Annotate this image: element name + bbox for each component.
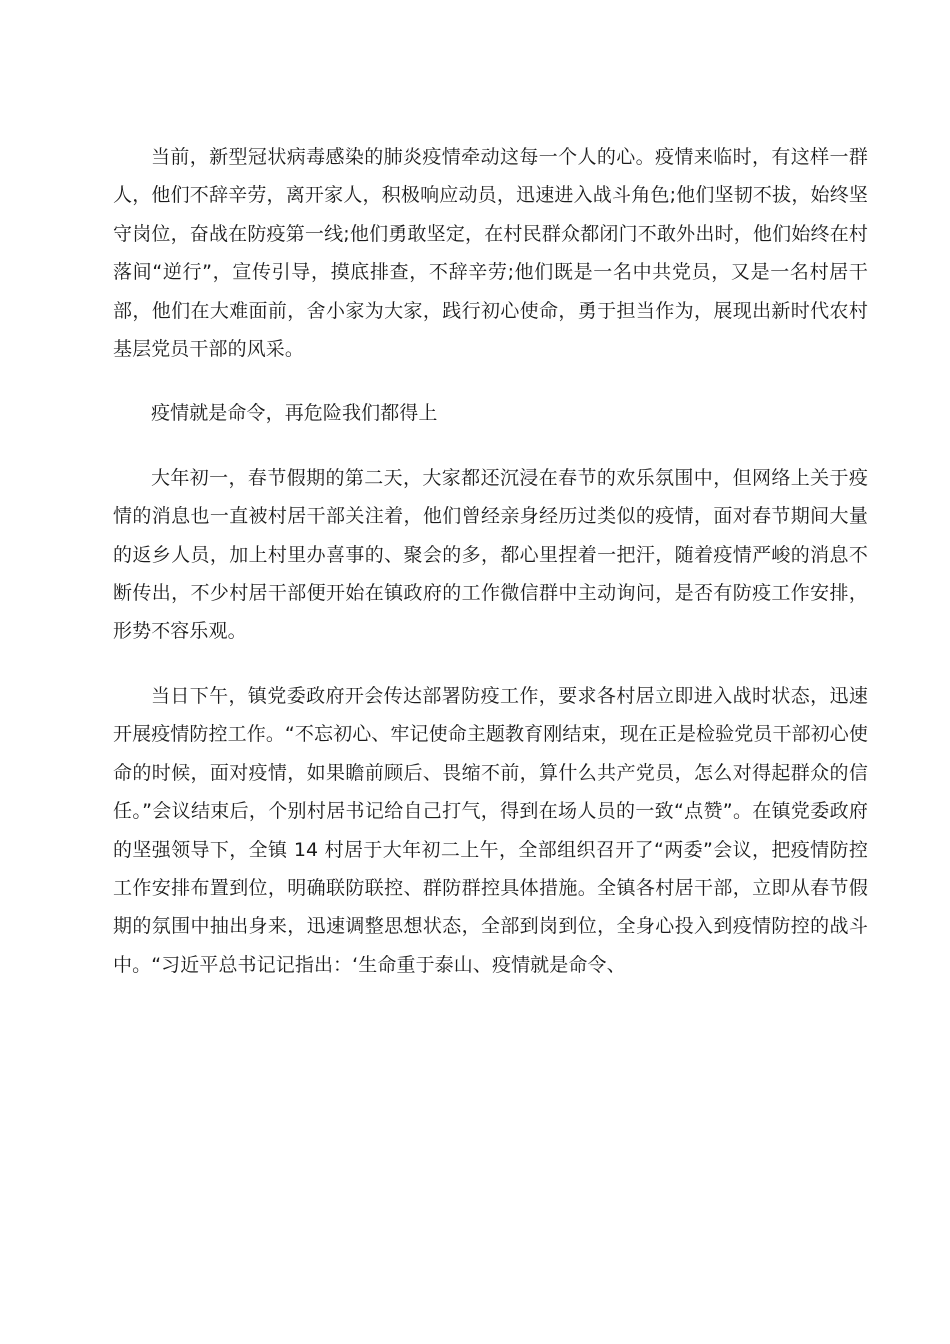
paragraph-new-year: 大年初一，春节假期的第二天，大家都还沉浸在春节的欢乐氛围中，但网络上关于疫情的消息也一直被村居干部关注着，他们曾经亲身经历过类似的疫情，面对春节期间大量的返乡人员，加上村里办喜事的、聚会的多，都心里捏着一把汗，随着疫情严峻的消息不断传出，不少村居干部便开始在镇政府的工作微信群中主动询问，是否有防疫工作安排，形势不容乐观。 bbox=[113, 466, 868, 643]
section-heading: 疫情就是命令，再危险我们都得上 bbox=[151, 402, 438, 425]
paragraph-intro: 当前，新型冠状病毒感染的肺炎疫情牵动这每一个人的心。疫情来临时，有这样一群人，他们不辞辛劳，离开家人，积极响应动员，迅速进入战斗角色;他们坚韧不拔，始终坚守岗位，奋战在防疫第一线;他们勇敢坚定，在村民群众都闭门不敢外出时，他们始终在村落间“逆行”，宣传引导，摸底排查，不辞辛劳;他们既是一名中共党员，又是一名村居干部，他们在大难面前，舍小家为大家，践行初心使命，勇于担当作为，展现出新时代农村基层党员干部的风采。 bbox=[113, 146, 868, 361]
document-body bbox=[113, 138, 868, 1010]
paragraph-meeting: 当日下午，镇党委政府开会传达部署防疫工作，要求各村居立即进入战时状态，迅速开展疫情防控工作。“不忘初心、牢记使命主题教育刚结束，现在正是检验党员干部初心使命的时候，面对疫情，如果瞻前顾后、畏缩不前，算什么共产党员，怎么对得起群众的信任。”会议结束后，个别村居书记给自己打气，得到在场人员的一致“点赞”。在镇党委政府的坚强领导下，全镇 14 村居于大年初二上午，全部组织召开了“两委”会议，把疫情防控工作安排布置到位，明确联防联控、群防群控具体措施。全镇各村居干部，立即从春节假期的氛围中抽出身来，迅速调整思想状态，全部到岗到位，全身心投入到疫情防控的战斗中。“习近平总书记记指出：‘生命重于泰山、疫情就是命令、 bbox=[113, 684, 868, 976]
